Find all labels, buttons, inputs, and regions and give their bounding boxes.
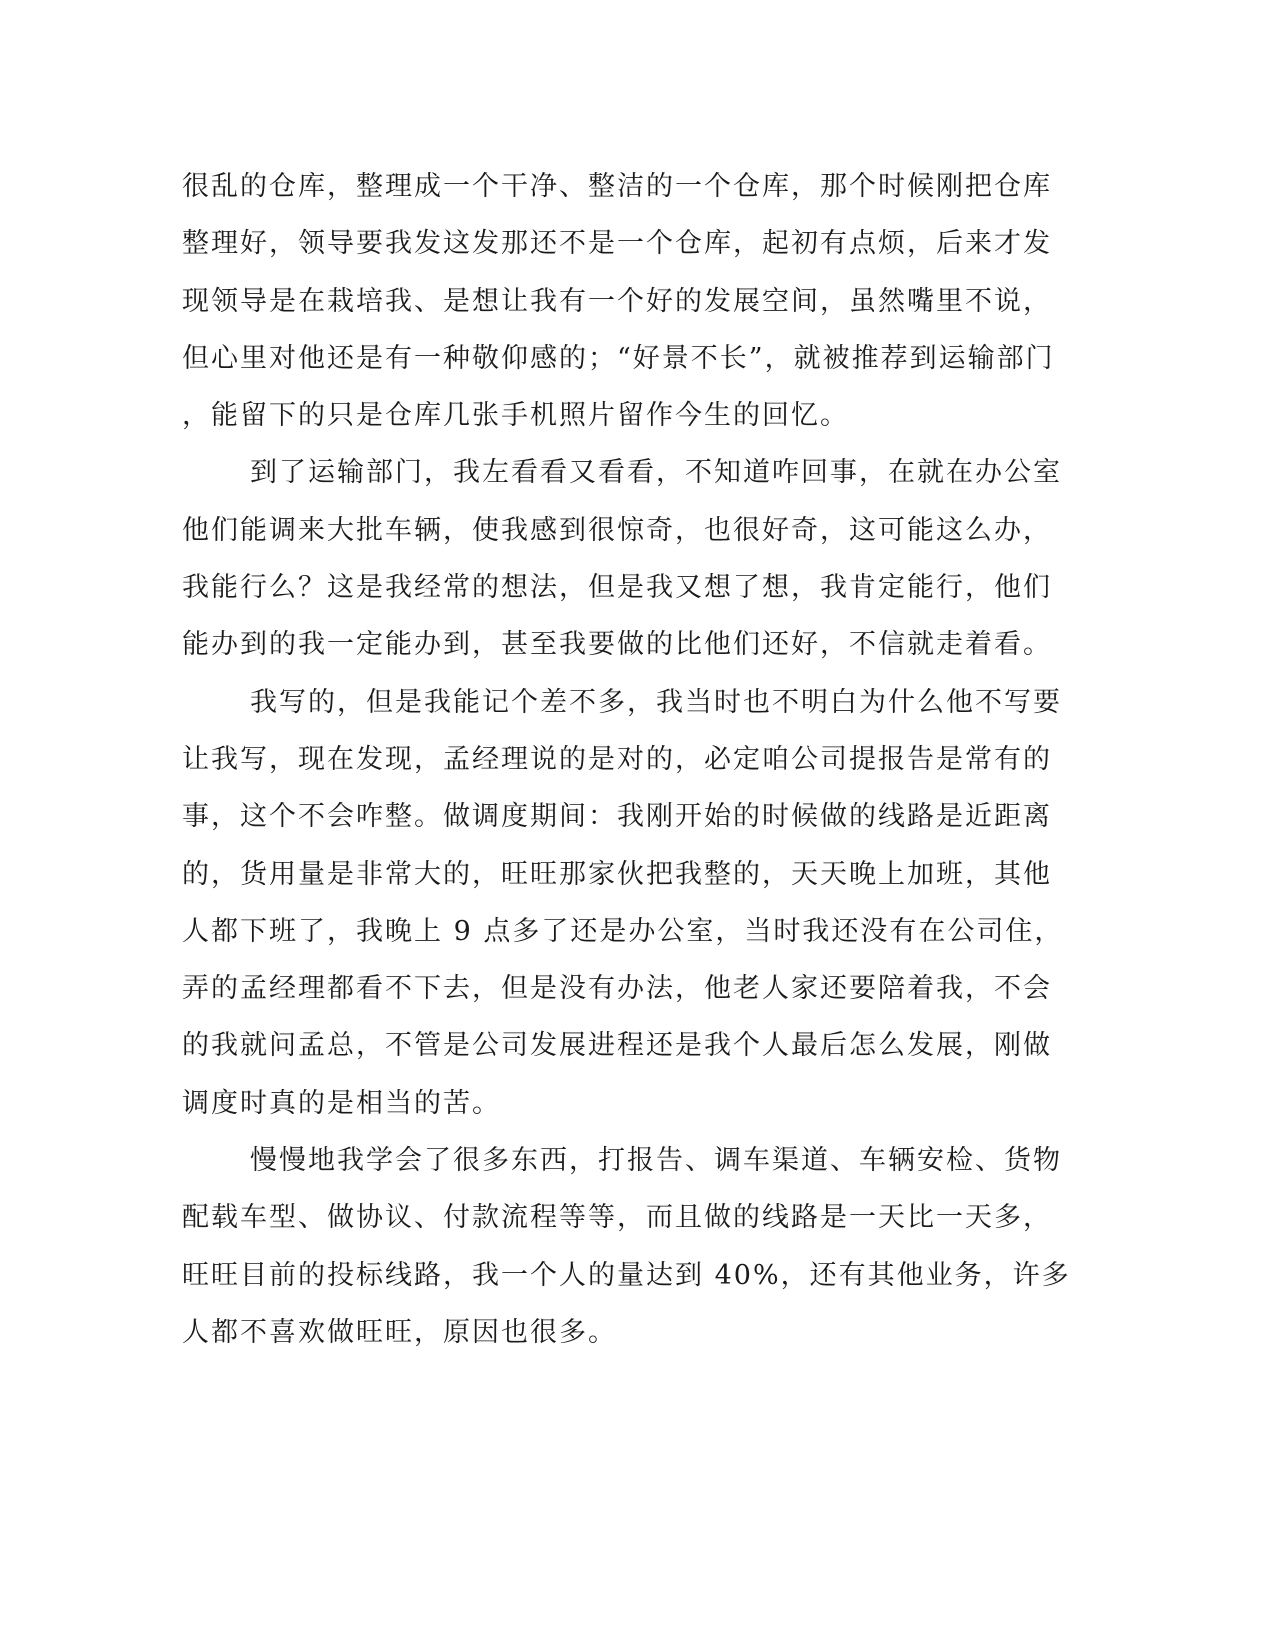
text-line: 的我就问孟总，不管是公司发展进程还是我个人最后怎么发展，刚做 (182, 1030, 1052, 1062)
text-line: 调度时真的是相当的苦。 (182, 1087, 501, 1119)
paragraph-1 (182, 158, 1055, 444)
paragraph-4 (182, 1132, 1071, 1361)
text-line: 人都下班了，我晚上 9 点多了还是办公室，当时我还没有在公司住， (182, 915, 1064, 947)
text-line: ，能留下的只是仓库几张手机照片留作今生的回忆。 (182, 400, 849, 432)
text-line: 慢慢地我学会了很多东西，打报告、调车渠道、车辆安检、货物 (250, 1145, 1062, 1177)
text-line: 很乱的仓库，整理成一个干净、整洁的一个仓库，那个时候刚把仓库 (182, 171, 1052, 202)
paragraph-3 (182, 674, 1064, 1132)
text-line: 事，这个不会咋整。做调度期间：我刚开始的时候做的线路是近距离 (182, 801, 1052, 833)
text-line: 弄的孟经理都看不下去，但是没有办法，他老人家还要陪着我，不会 (182, 973, 1052, 1005)
text-line: 旺旺目前的投标线路，我一个人的量达到 40%，还有其他业务，许多 (182, 1259, 1071, 1291)
text-line: 但心里对他还是有一种敬仰感的；“好景不长”，就被推荐到运输部门 (182, 342, 1055, 374)
text-line: 我写的，但是我能记个差不多，我当时也不明白为什么他不写要 (250, 686, 1062, 718)
paragraph-2 (182, 444, 1062, 673)
text-line: 的，货用量是非常大的，旺旺那家伙把我整的，天天晚上加班，其他 (182, 858, 1052, 890)
text-line: 让我写，现在发现，孟经理说的是对的，必定咱公司提报告是常有的 (182, 743, 1052, 775)
text-line: 他们能调来大批车辆，使我感到很惊奇，也很好奇，这可能这么办， (182, 514, 1052, 546)
text-line: 现领导是在栽培我、是想让我有一个好的发展空间，虽然嘴里不说， (182, 285, 1052, 317)
text-line: 到了运输部门，我左看看又看看，不知道咋回事，在就在办公室 (250, 457, 1062, 489)
text-line: 人都不喜欢做旺旺，原因也很多。 (182, 1316, 617, 1348)
text-line: 配载车型、做协议、付款流程等等，而且做的线路是一天比一天多， (182, 1202, 1052, 1234)
document-body (182, 158, 1071, 1361)
text-line: 能办到的我一定能办到，甚至我要做的比他们还好，不信就走着看。 (182, 629, 1052, 661)
text-line: 整理好，领导要我发这发那还不是一个仓库，起初有点烦，后来才发 (182, 228, 1052, 260)
text-line: 我能行么？这是我经常的想法，但是我又想了想，我肯定能行，他们 (182, 572, 1052, 604)
